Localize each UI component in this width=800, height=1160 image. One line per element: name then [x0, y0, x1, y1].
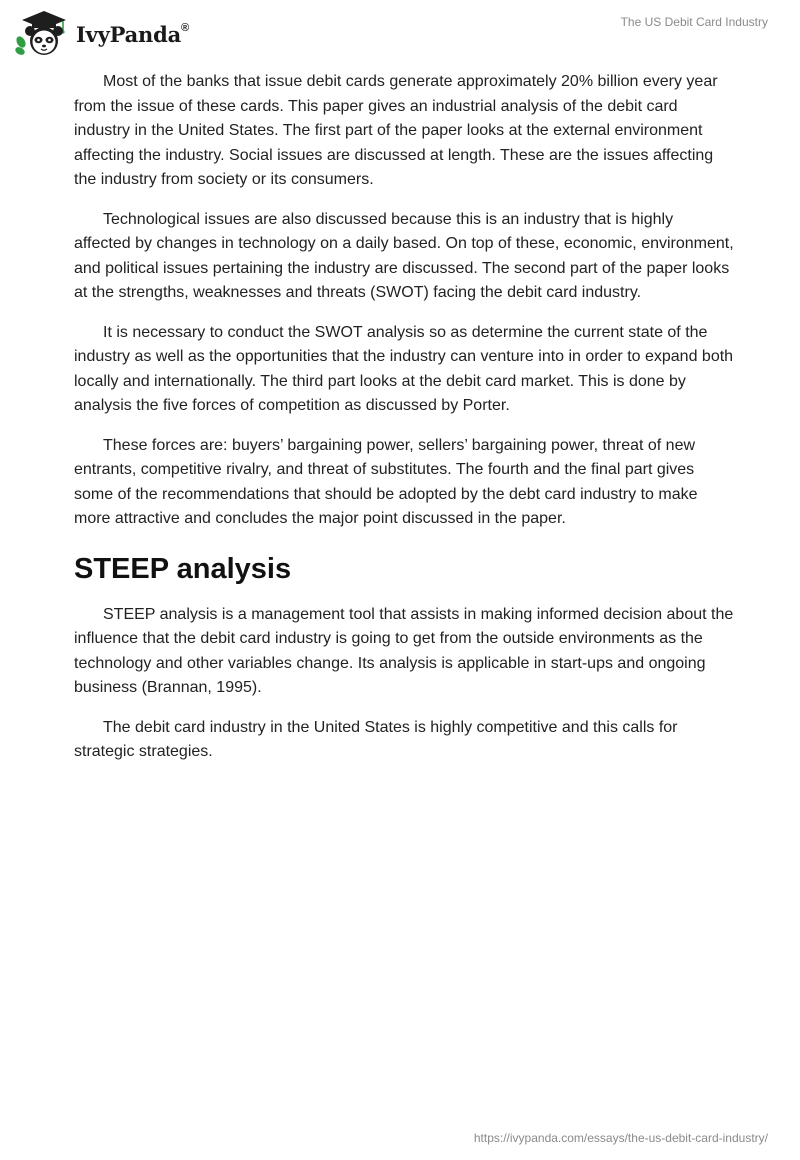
brand-name — [76, 22, 189, 47]
panda-graduate-icon — [14, 9, 74, 57]
paragraph: Technological issues are also discussed because this is an industry that is highly affected by changes in technology on a daily based. On top of these, economic, environment, and political issues pertaining the industry are discussed. The second part of the paper looks at the strengths, weaknesses and threats (SWOT) facing the debit card industry. — [74, 210, 734, 301]
paragraph: These forces are: buyers’ bargaining power, sellers’ bargaining power, threat of new entrants, competitive rivalry, and threat of substitutes. The fourth and the final part gives some of the recommendations that should be adopted by the debt card industry to make more attractive and concludes the major point discussed in the paper. — [74, 436, 698, 527]
paragraph: It is necessary to conduct the SWOT analysis so as determine the current state of the industry as well as the opportunities that the industry can venture into in order to expand both locally and internationally. The third part looks at the debit card market. This is done by analysis the five forces of competition as discussed by Porter. — [74, 323, 734, 414]
ivypanda-logo[interactable] — [14, 9, 189, 57]
paragraph: The debit card industry in the United States is highly competitive and this calls for strategic strategies. — [74, 718, 678, 760]
section-heading: STEEP analysis — [74, 552, 292, 585]
essay-content — [74, 70, 734, 780]
document-title: The US Debit Card Industry — [620, 15, 768, 29]
paragraph: STEEP analysis is a management tool that assists in making informed decision about the influence that the debit card industry is going to get from the outside environments as the technology and other variables change. Its analysis is applicable in start-ups and ongoing business (Brannan, 1995). — [74, 605, 734, 696]
source-url[interactable]: https://ivypanda.com/essays/the-us-debit-card-industry/ — [473, 1131, 768, 1145]
registered-mark: ® — [181, 21, 189, 34]
brand-text: IvyPanda — [76, 21, 182, 47]
paragraph: Most of the banks that issue debit cards generate approximately 20% billion every year from the issue of these cards. This paper gives an industrial analysis of the debit card industry in the United States. The first part of the paper looks at the external environment affecting the industry. Social issues are discussed at length. These are the issues affecting the industry from society or its consumers. — [74, 73, 718, 188]
